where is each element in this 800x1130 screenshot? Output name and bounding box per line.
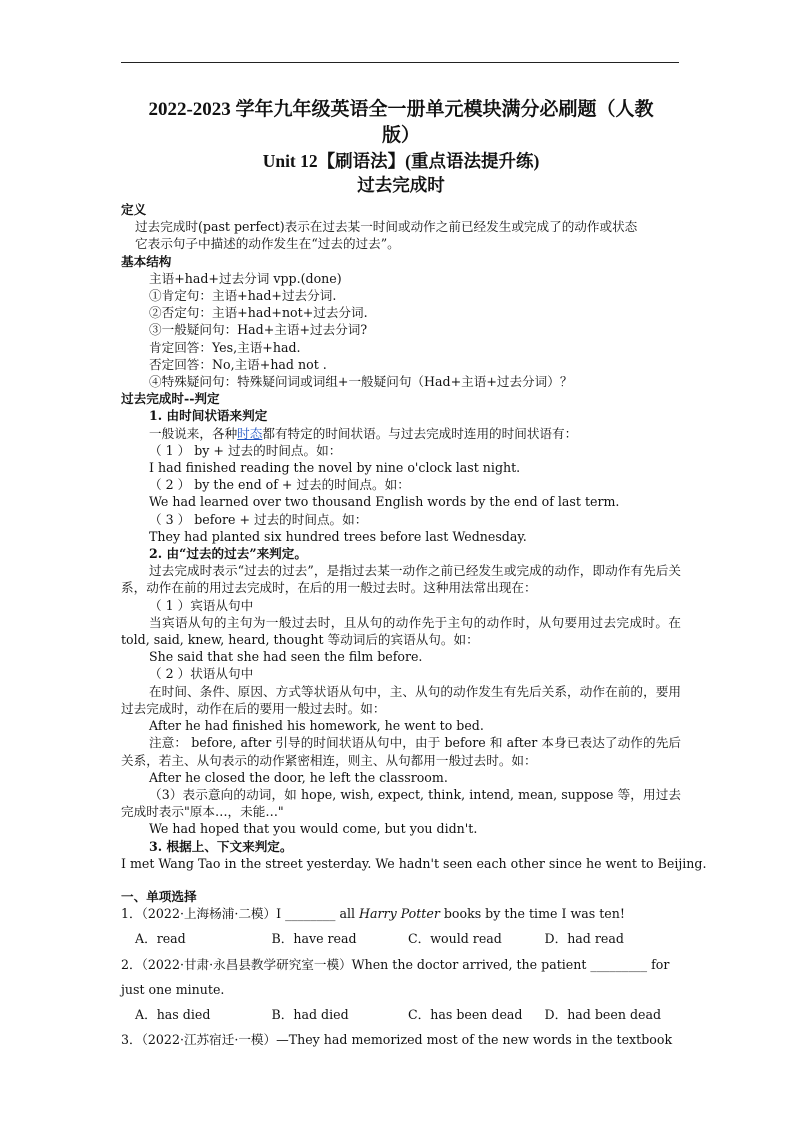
example-sentence: We had hoped that you would come, but you didn't. — [149, 821, 478, 837]
section-1-heading: 1. 由时间状语来判定 — [149, 408, 268, 424]
doc-subtitle: Unit 12【刷语法】(重点语法提升练) — [262, 151, 540, 171]
option-c[interactable]: C．has been dead — [408, 1006, 523, 1022]
book-title: Harry Potter — [359, 906, 440, 922]
structure-heading: 基本结构 — [121, 253, 172, 269]
intention-verbs-paragraph: （3）表示意向的动词，如 hope, wish, expect, think, intend, mean, suppose 等，用过去完成时表示"原本…，未能…" — [121, 786, 681, 820]
intro-text: 一般说来，各种 — [149, 425, 238, 441]
structure-line: 否定回答：No,主语+had not . — [149, 356, 327, 372]
definition-line: 它表示句子中描述的动作发生在“过去的过去”。 — [135, 236, 400, 252]
tense-link[interactable]: 时态 — [237, 425, 263, 441]
object-clause-label: （ 1 ）宾语从句中 — [149, 597, 254, 613]
question-2-continued: just one minute. — [121, 981, 225, 997]
header-rule — [121, 62, 679, 63]
section-2-paragraph: 过去完成时表示“过去的过去”，是指过去某一动作之前已经发生或完成的动作，即动作有先后关系，动作在前的用过去完成时，在后的用一般过去时。这种用法常出现在： — [121, 563, 681, 596]
adverbial-clause-paragraph: 在时间、条件、原因、方式等状语从句中，主、从句的动作发生有先后关系，动作在前的，要用过去完成时，动作在后的要用一般过去时。如： — [121, 683, 681, 716]
structure-line: ②否定句：主语+had+not+过去分词. — [149, 305, 368, 321]
example-sentence: After he had finished his homework, he went to bed. — [149, 718, 484, 734]
question-2: 2．（2022·甘肃·永昌县教学研究室一模）When the doctor arrived, the patient _________ for — [121, 956, 670, 972]
option-a[interactable]: A．read — [135, 931, 186, 947]
intro-text: 都有特定的时间状语。与过去完成时连用的时间状语有： — [262, 425, 578, 441]
structure-line: ③一般疑问句：Had+主语+过去分词? — [149, 322, 368, 338]
example-sentence: They had planted six hundred trees before last Wednesday. — [149, 528, 527, 544]
section-2-heading: 2. 由“过去的过去”来判定。 — [149, 546, 307, 562]
option-a[interactable]: A．has died — [135, 1006, 211, 1022]
time-adverbial-label: （ 2 ） by the end of + 过去的时间点。如： — [149, 477, 410, 493]
question-text: 1．（2022·上海杨浦·二模）I ________ all — [121, 906, 360, 922]
structure-line: 肯定回答：Yes,主语+had. — [149, 339, 301, 355]
option-c[interactable]: C．would read — [408, 931, 502, 947]
judge-heading: 过去完成时--判定 — [121, 391, 220, 407]
object-clause-paragraph: 当宾语从句的主句为一般过去时，且从句的动作先于主句的动作时，从句要用过去完成时。在 told, said, knew, heard, thought 等动词后的宾语从句。如： — [121, 614, 681, 648]
option-d[interactable]: D．had been dead — [544, 1006, 662, 1022]
grammar-notes — [121, 201, 707, 872]
example-sentence: I had finished reading the novel by nine o'clock last night. — [149, 460, 521, 476]
structure-line: ①肯定句：主语+had+过去分词. — [149, 288, 337, 304]
option-b[interactable]: B．have read — [271, 931, 357, 947]
question-3: 3．（2022·江苏宿迁·一模）—They had memorized most of the new words in the textbook — [121, 1032, 673, 1048]
section-3-heading: 3. 根据上、下文来判定。 — [149, 838, 293, 854]
exercise-section — [121, 888, 681, 1048]
example-sentence: We had learned over two thousand English words by the end of last term. — [149, 494, 620, 510]
example-sentence: I met Wang Tao in the street yesterday. We hadn't seen each other since he went to Beijing. — [121, 855, 707, 871]
adverbial-clause-label: （ 2 ）状语从句中 — [149, 666, 254, 682]
note-paragraph: 注意： before, after 引导的时间状语从句中，由于 before 和 after 本身已表达了动作的先后关系，若主、从句表示的动作紧密相连，则主、从句都用一般过去时。如： — [121, 735, 681, 768]
example-sentence: After he closed the door, he left the classroom. — [149, 769, 448, 785]
structure-line: 主语+had+过去分词 vpp.(done) — [149, 270, 342, 286]
example-sentence: She said that she had seen the film before. — [149, 649, 423, 665]
question-2-options — [121, 1006, 681, 1023]
time-adverbial-label: （ 1 ） by + 过去的时间点。如： — [149, 442, 342, 458]
question-1-options — [121, 930, 681, 947]
definition-line: 过去完成时(past perfect)表示在过去某一时间或动作之前已经发生或完成了的动作或状态 — [135, 219, 638, 235]
doc-title-line1: 2022-2023 学年九年级英语全一册单元模块满分必刷题（人教 — [148, 99, 654, 120]
question-text: books by the time I was ten! — [439, 906, 625, 922]
definition-heading: 定义 — [121, 202, 147, 217]
doc-title-line2: 版） — [381, 125, 420, 146]
exercise-heading: 一、单项选择 — [121, 888, 197, 904]
section-1-intro — [121, 425, 681, 442]
document-page — [121, 97, 707, 1048]
time-adverbial-label: （ 3 ） before + 过去的时间点。如： — [149, 511, 368, 527]
option-d[interactable]: D．had read — [544, 931, 624, 947]
question-1 — [121, 905, 681, 922]
doc-topic: 过去完成时 — [357, 175, 445, 195]
structure-line: ④特殊疑问句：特殊疑问词或词组+一般疑问句（Had+主语+过去分词）？ — [149, 374, 573, 390]
option-b[interactable]: B．had died — [271, 1006, 349, 1022]
